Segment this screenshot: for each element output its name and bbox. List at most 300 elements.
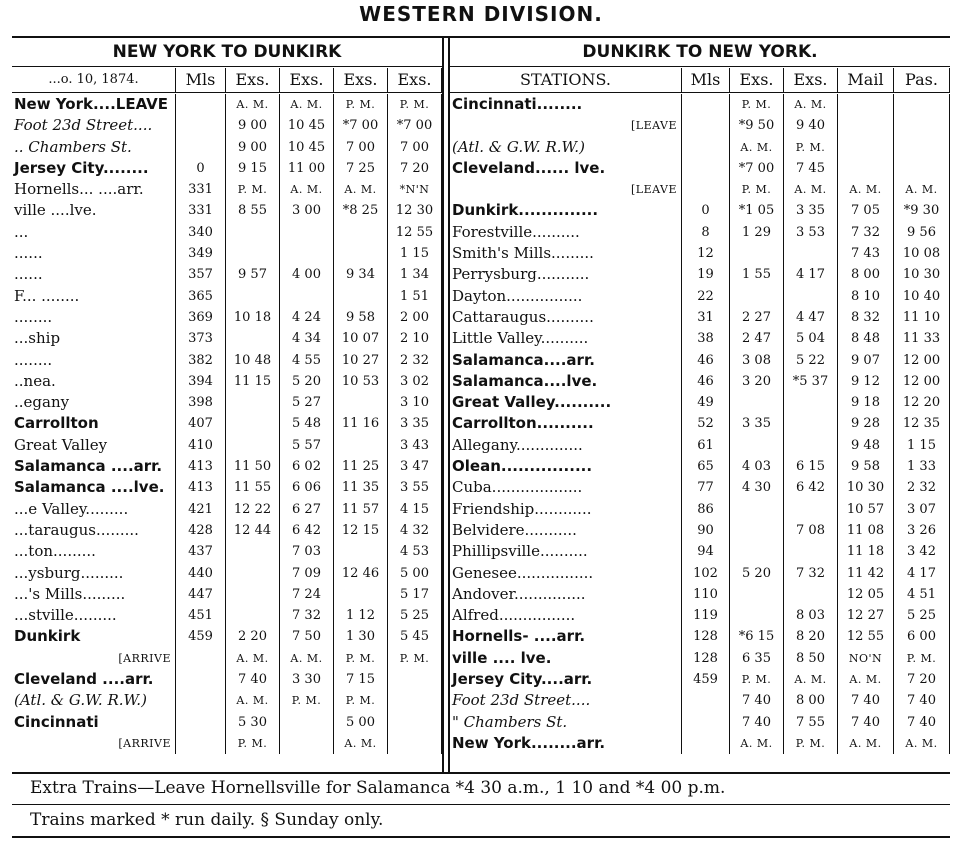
station-cell: .. Chambers St. <box>12 137 176 158</box>
time-cell: P. M. <box>280 690 334 711</box>
time-cell: *6 15 <box>730 626 784 647</box>
miles-cell <box>176 712 226 733</box>
column-header: Exs. <box>784 68 838 92</box>
station-cell: Jersey City....arr. <box>450 669 682 690</box>
station-cell: ...e Valley......... <box>12 499 176 520</box>
time-cell: P. M. <box>784 137 838 158</box>
station-cell: ..nea. <box>12 371 176 392</box>
schedule-row <box>12 541 442 562</box>
station-cell: Foot 23d Street.... <box>12 115 176 136</box>
miles-cell: 451 <box>176 605 226 626</box>
time-cell: 10 45 <box>280 137 334 158</box>
time-cell: A. M. <box>226 690 280 711</box>
time-cell: 3 35 <box>388 413 442 434</box>
time-cell: 12 55 <box>838 626 894 647</box>
miles-cell <box>682 94 730 115</box>
time-cell: 7 32 <box>784 563 838 584</box>
station-cell: [LEAVE <box>450 115 682 136</box>
time-cell <box>894 158 950 179</box>
time-cell: 3 55 <box>388 477 442 498</box>
time-cell: 7 05 <box>838 200 894 221</box>
time-cell: 7 40 <box>838 690 894 711</box>
schedule-row <box>12 584 442 605</box>
time-cell: 12 05 <box>838 584 894 605</box>
station-cell: Salamanca ....arr. <box>12 456 176 477</box>
note-divider <box>12 804 950 805</box>
miles-cell: 12 <box>682 243 730 264</box>
time-cell: 6 02 <box>280 456 334 477</box>
time-cell: 10 53 <box>334 371 388 392</box>
miles-cell: 46 <box>682 350 730 371</box>
time-cell <box>226 328 280 349</box>
miles-cell: 398 <box>176 392 226 413</box>
time-cell: 10 48 <box>226 350 280 371</box>
schedule-row <box>450 200 950 221</box>
schedule-row <box>12 563 442 584</box>
time-cell: 5 45 <box>388 626 442 647</box>
time-cell <box>730 243 784 264</box>
schedule-row <box>450 222 950 243</box>
schedule-row <box>12 690 442 711</box>
time-cell: 5 27 <box>280 392 334 413</box>
time-cell: 8 03 <box>784 605 838 626</box>
station-cell: ...ship <box>12 328 176 349</box>
schedule-row <box>450 392 950 413</box>
time-cell: 12 00 <box>894 371 950 392</box>
time-cell: *5 37 <box>784 371 838 392</box>
time-cell: 4 24 <box>280 307 334 328</box>
miles-cell <box>682 733 730 754</box>
time-cell <box>784 243 838 264</box>
miles-cell: 38 <box>682 328 730 349</box>
schedule-row <box>12 200 442 221</box>
time-cell: 7 55 <box>784 712 838 733</box>
schedule-row <box>12 371 442 392</box>
time-cell: 6 42 <box>280 520 334 541</box>
time-cell: 1 29 <box>730 222 784 243</box>
schedule-row <box>12 435 442 456</box>
time-cell: 10 18 <box>226 307 280 328</box>
miles-cell: 102 <box>682 563 730 584</box>
miles-cell: 428 <box>176 520 226 541</box>
time-cell: 5 48 <box>280 413 334 434</box>
time-cell: 1 33 <box>894 456 950 477</box>
miles-cell: 8 <box>682 222 730 243</box>
station-cell: Allegany.............. <box>450 435 682 456</box>
schedule-row <box>12 264 442 285</box>
schedule-row <box>12 222 442 243</box>
column-headers-east <box>450 68 950 93</box>
time-cell: 12 00 <box>894 350 950 371</box>
time-cell <box>730 392 784 413</box>
time-cell: 10 40 <box>894 286 950 307</box>
time-cell: 2 47 <box>730 328 784 349</box>
column-header: Exs. <box>280 68 334 92</box>
time-cell: 4 32 <box>388 520 442 541</box>
time-cell: 2 32 <box>894 477 950 498</box>
station-cell: Little Valley.......... <box>450 328 682 349</box>
time-cell: A. M. <box>838 669 894 690</box>
time-cell: 7 40 <box>838 712 894 733</box>
time-cell: 8 00 <box>838 264 894 285</box>
schedule-row <box>450 456 950 477</box>
time-cell <box>226 413 280 434</box>
time-cell: 3 20 <box>730 371 784 392</box>
time-cell <box>226 584 280 605</box>
time-cell: 1 12 <box>334 605 388 626</box>
time-cell: 9 48 <box>838 435 894 456</box>
schedule-row <box>450 499 950 520</box>
time-cell: 10 30 <box>894 264 950 285</box>
time-cell: 3 10 <box>388 392 442 413</box>
direction-heading-east: DUNKIRK TO NEW YORK. <box>450 38 950 67</box>
time-cell: 10 27 <box>334 350 388 371</box>
station-cell: New York........arr. <box>450 733 682 754</box>
station-cell: ville ....lve. <box>12 200 176 221</box>
miles-cell: 0 <box>176 158 226 179</box>
time-cell: 9 15 <box>226 158 280 179</box>
time-cell: P. M. <box>226 179 280 200</box>
time-cell: 8 20 <box>784 626 838 647</box>
time-cell: A. M. <box>784 94 838 115</box>
time-cell: P. M. <box>730 179 784 200</box>
miles-cell: 0 <box>682 200 730 221</box>
time-cell: *7 00 <box>334 115 388 136</box>
station-cell: Carrollton.......... <box>450 413 682 434</box>
time-cell: A. M. <box>226 648 280 669</box>
schedule-row <box>12 626 442 647</box>
time-cell: *9 50 <box>730 115 784 136</box>
time-cell: 7 20 <box>894 669 950 690</box>
time-cell: 5 25 <box>894 605 950 626</box>
time-cell: 7 24 <box>280 584 334 605</box>
time-cell <box>730 584 784 605</box>
time-cell <box>894 137 950 158</box>
time-cell: 5 20 <box>730 563 784 584</box>
column-header: Mls <box>176 68 226 92</box>
time-cell <box>894 115 950 136</box>
time-cell: 11 55 <box>226 477 280 498</box>
station-cell: Cuba................... <box>450 477 682 498</box>
miles-cell: 94 <box>682 541 730 562</box>
time-cell <box>226 392 280 413</box>
time-cell <box>838 137 894 158</box>
schedule-row <box>450 413 950 434</box>
miles-cell: 110 <box>682 584 730 605</box>
time-cell: P. M. <box>226 733 280 754</box>
miles-cell: 437 <box>176 541 226 562</box>
miles-cell <box>176 648 226 669</box>
miles-cell: 77 <box>682 477 730 498</box>
eastbound-panel <box>450 38 950 772</box>
time-cell: 2 10 <box>388 328 442 349</box>
timetable <box>12 36 950 774</box>
schedule-row <box>12 499 442 520</box>
time-cell: 8 32 <box>838 307 894 328</box>
time-cell: 5 00 <box>334 712 388 733</box>
station-cell: Salamanca ....lve. <box>12 477 176 498</box>
time-cell: 3 30 <box>280 669 334 690</box>
schedule-row <box>450 626 950 647</box>
schedule-row <box>450 435 950 456</box>
station-cell: Dunkirk.............. <box>450 200 682 221</box>
station-cell: ville .... lve. <box>450 648 682 669</box>
miles-cell: 61 <box>682 435 730 456</box>
column-header: Mls <box>682 68 730 92</box>
schedule-row <box>450 137 950 158</box>
time-cell: P. M. <box>388 94 442 115</box>
column-header: Exs. <box>388 68 442 92</box>
time-cell <box>280 222 334 243</box>
schedule-row <box>12 137 442 158</box>
time-cell: P. M. <box>388 648 442 669</box>
miles-cell: 340 <box>176 222 226 243</box>
schedule-row <box>450 669 950 690</box>
time-cell <box>730 605 784 626</box>
time-cell: 11 10 <box>894 307 950 328</box>
time-cell: 5 22 <box>784 350 838 371</box>
time-cell: 3 02 <box>388 371 442 392</box>
time-cell: 12 15 <box>334 520 388 541</box>
miles-cell <box>176 690 226 711</box>
time-cell: 12 22 <box>226 499 280 520</box>
time-cell: 4 34 <box>280 328 334 349</box>
schedule-row <box>12 179 442 200</box>
time-cell: 4 51 <box>894 584 950 605</box>
miles-cell: 331 <box>176 200 226 221</box>
miles-cell: 52 <box>682 413 730 434</box>
miles-cell <box>682 115 730 136</box>
extra-trains-note: Extra Trains—Leave Hornellsville for Salamanca *4 30 a.m., 1 10 and *4 00 p.m. <box>30 778 726 798</box>
miles-cell: 365 <box>176 286 226 307</box>
time-cell <box>730 435 784 456</box>
time-cell: 3 53 <box>784 222 838 243</box>
schedule-row <box>450 179 950 200</box>
station-cell: Dayton................ <box>450 286 682 307</box>
schedule-row <box>12 243 442 264</box>
time-cell: 10 45 <box>280 115 334 136</box>
miles-cell: 413 <box>176 456 226 477</box>
schedule-row <box>12 712 442 733</box>
time-cell: 5 30 <box>226 712 280 733</box>
time-cell: 3 08 <box>730 350 784 371</box>
time-cell <box>784 392 838 413</box>
time-cell <box>334 286 388 307</box>
time-cell: A. M. <box>280 94 334 115</box>
schedule-rows-west <box>12 94 442 754</box>
miles-cell <box>682 137 730 158</box>
time-cell: 7 40 <box>894 712 950 733</box>
column-header: Exs. <box>334 68 388 92</box>
schedule-row <box>12 328 442 349</box>
miles-cell <box>176 94 226 115</box>
schedule-row <box>450 350 950 371</box>
time-cell <box>280 712 334 733</box>
time-cell: 5 17 <box>388 584 442 605</box>
time-cell: 3 42 <box>894 541 950 562</box>
time-cell: 3 43 <box>388 435 442 456</box>
station-cell: Cleveland...... lve. <box>450 158 682 179</box>
time-cell: 9 07 <box>838 350 894 371</box>
schedule-row <box>12 158 442 179</box>
miles-cell <box>176 137 226 158</box>
miles-cell <box>682 690 730 711</box>
time-cell: 10 30 <box>838 477 894 498</box>
time-cell <box>784 584 838 605</box>
time-cell: 7 32 <box>838 222 894 243</box>
time-cell <box>784 541 838 562</box>
time-cell: 3 35 <box>784 200 838 221</box>
time-cell: 5 04 <box>784 328 838 349</box>
miles-cell: 86 <box>682 499 730 520</box>
schedule-row <box>450 733 950 754</box>
time-cell: A. M. <box>334 179 388 200</box>
time-cell: 2 27 <box>730 307 784 328</box>
time-cell <box>730 286 784 307</box>
time-cell: 5 25 <box>388 605 442 626</box>
schedule-rows-east <box>450 94 950 754</box>
miles-cell: 357 <box>176 264 226 285</box>
schedule-row <box>450 371 950 392</box>
time-cell: 9 12 <box>838 371 894 392</box>
station-cell: Great Valley <box>12 435 176 456</box>
time-cell: 6 27 <box>280 499 334 520</box>
time-cell: 3 26 <box>894 520 950 541</box>
time-cell: 7 25 <box>334 158 388 179</box>
time-cell <box>280 243 334 264</box>
time-cell: 3 47 <box>388 456 442 477</box>
schedule-row <box>12 477 442 498</box>
schedule-row <box>12 605 442 626</box>
miles-cell <box>176 669 226 690</box>
time-cell <box>388 733 442 754</box>
time-cell: *N'N <box>388 179 442 200</box>
time-cell: 11 42 <box>838 563 894 584</box>
column-header: ...o. 10, 1874. <box>12 68 176 92</box>
time-cell: 9 18 <box>838 392 894 413</box>
station-cell: ...taraugus......... <box>12 520 176 541</box>
panel-divider <box>442 38 450 772</box>
time-cell <box>334 222 388 243</box>
miles-cell: 410 <box>176 435 226 456</box>
schedule-row <box>12 307 442 328</box>
miles-cell: 128 <box>682 626 730 647</box>
miles-cell: 413 <box>176 477 226 498</box>
station-cell: Phillipsville.......... <box>450 541 682 562</box>
time-cell <box>388 690 442 711</box>
time-cell: 3 00 <box>280 200 334 221</box>
time-cell: 7 32 <box>280 605 334 626</box>
time-cell <box>784 286 838 307</box>
time-cell: 12 27 <box>838 605 894 626</box>
time-cell <box>784 499 838 520</box>
time-cell: NO'N <box>838 648 894 669</box>
station-cell: Cincinnati........ <box>450 94 682 115</box>
time-cell: 5 20 <box>280 371 334 392</box>
time-cell <box>334 392 388 413</box>
time-cell: A. M. <box>784 669 838 690</box>
time-cell <box>226 541 280 562</box>
time-cell: 1 55 <box>730 264 784 285</box>
schedule-row <box>450 286 950 307</box>
schedule-row <box>12 733 442 754</box>
time-cell: A. M. <box>784 179 838 200</box>
bottom-rule <box>12 836 950 838</box>
westbound-panel <box>12 38 442 772</box>
schedule-row <box>12 648 442 669</box>
time-cell: 5 57 <box>280 435 334 456</box>
time-cell: 9 58 <box>838 456 894 477</box>
time-cell <box>388 712 442 733</box>
time-cell <box>388 669 442 690</box>
miles-cell: 119 <box>682 605 730 626</box>
miles-cell: 90 <box>682 520 730 541</box>
time-cell: 11 25 <box>334 456 388 477</box>
time-cell: A. M. <box>838 733 894 754</box>
time-cell <box>730 520 784 541</box>
miles-cell: 331 <box>176 179 226 200</box>
time-cell: P. M. <box>730 94 784 115</box>
time-cell: 7 40 <box>226 669 280 690</box>
station-cell: Perrysburg........... <box>450 264 682 285</box>
station-cell: ... <box>12 222 176 243</box>
schedule-row <box>450 648 950 669</box>
station-cell: ...... <box>12 243 176 264</box>
time-cell <box>226 605 280 626</box>
station-cell: Belvidere........... <box>450 520 682 541</box>
miles-cell: 394 <box>176 371 226 392</box>
time-cell: A. M. <box>894 179 950 200</box>
schedule-row <box>12 350 442 371</box>
miles-cell: 46 <box>682 371 730 392</box>
time-cell: 11 08 <box>838 520 894 541</box>
schedule-row <box>450 243 950 264</box>
time-cell: 8 48 <box>838 328 894 349</box>
schedule-row <box>450 520 950 541</box>
time-cell: 6 42 <box>784 477 838 498</box>
time-cell <box>334 584 388 605</box>
time-cell: *9 30 <box>894 200 950 221</box>
time-cell <box>226 222 280 243</box>
miles-cell: 128 <box>682 648 730 669</box>
station-cell: Friendship............ <box>450 499 682 520</box>
time-cell: 11 57 <box>334 499 388 520</box>
time-cell: A. M. <box>838 179 894 200</box>
legend-note: Trains marked * run daily. § Sunday only. <box>30 810 384 830</box>
station-cell: ........ <box>12 307 176 328</box>
time-cell: 11 18 <box>838 541 894 562</box>
miles-cell: 349 <box>176 243 226 264</box>
station-cell: [ARRIVE <box>12 648 176 669</box>
time-cell: 7 20 <box>388 158 442 179</box>
time-cell: 1 15 <box>388 243 442 264</box>
miles-cell: 382 <box>176 350 226 371</box>
time-cell: 4 30 <box>730 477 784 498</box>
schedule-row <box>450 690 950 711</box>
time-cell: 9 58 <box>334 307 388 328</box>
station-cell: Cleveland ....arr. <box>12 669 176 690</box>
time-cell: 8 50 <box>784 648 838 669</box>
station-cell: Hornells... ....arr. <box>12 179 176 200</box>
station-cell: " Chambers St. <box>450 712 682 733</box>
miles-cell: 369 <box>176 307 226 328</box>
time-cell: 12 55 <box>388 222 442 243</box>
station-cell: [LEAVE <box>450 179 682 200</box>
column-header: Pas. <box>894 68 950 92</box>
schedule-row <box>450 264 950 285</box>
station-cell: [ARRIVE <box>12 733 176 754</box>
time-cell: 6 35 <box>730 648 784 669</box>
